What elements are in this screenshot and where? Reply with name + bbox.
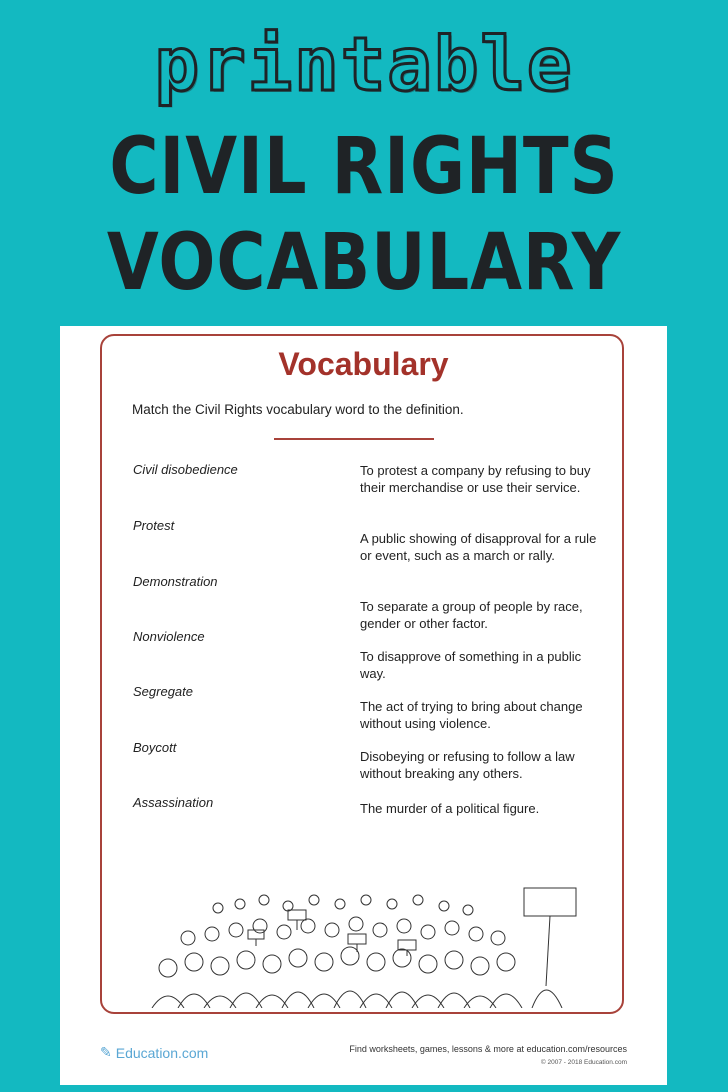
vocab-definition: To protest a company by refusing to buy their merchandise or use their service. <box>360 463 591 495</box>
worksheet-page <box>60 326 667 1085</box>
logo-icon: ✎ <box>100 1044 112 1060</box>
footer-tagline: Find worksheets, games, lessons & more at education.com/resources <box>349 1044 627 1054</box>
worksheet-instructions: Match the Civil Rights vocabulary word to the definition. <box>132 402 464 417</box>
vocab-definition: Disobeying or refusing to follow a law without breaking any others. <box>360 749 575 781</box>
vocab-definition: The act of trying to bring about change without using violence. <box>360 699 583 731</box>
protest-crowd-illustration <box>148 886 598 1008</box>
vocab-word: Nonviolence <box>133 629 205 644</box>
footer-copyright: © 2007 - 2018 Education.com <box>540 1059 627 1066</box>
vocab-definition: The murder of a political figure. <box>360 801 540 816</box>
education-com-logo <box>100 1044 208 1061</box>
vocab-word: Segregate <box>133 684 193 699</box>
vocab-definition: To separate a group of people by race, gender or other factor. <box>360 599 583 631</box>
printable-title: printable <box>154 22 574 108</box>
vocab-word: Demonstration <box>133 574 218 589</box>
vocab-definition: A public showing of disapproval for a rule or event, such as a march or rally. <box>360 531 597 563</box>
vocab-word: Boycott <box>133 740 177 755</box>
vocab-word: Civil disobedience <box>133 462 238 477</box>
title-divider <box>274 438 434 440</box>
vocab-definition: To disapprove of something in a public way. <box>360 649 582 681</box>
title-line-civil-rights: CIVIL RIGHTS <box>109 122 619 212</box>
worksheet-title: Vocabulary <box>278 346 449 382</box>
vocab-word: Assassination <box>133 795 214 810</box>
logo-brand: Education.com <box>115 1044 209 1061</box>
vocab-word: Protest <box>133 518 175 533</box>
title-line-vocabulary: VOCABULARY <box>106 218 622 308</box>
